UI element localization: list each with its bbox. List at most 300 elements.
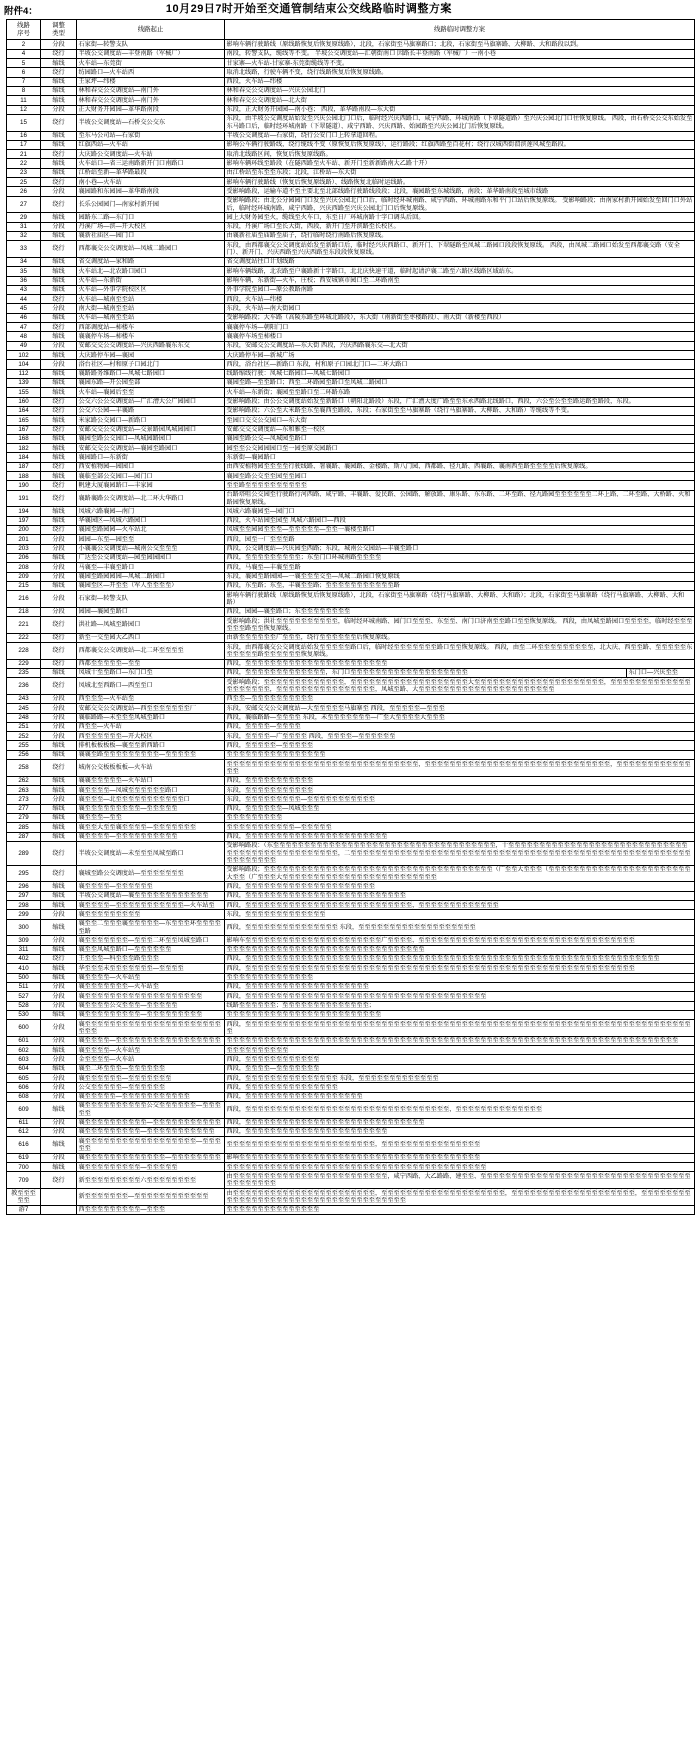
cell-route-no: 112 — [7, 369, 41, 378]
cell-route-endpoints: 襄至至至至至至至至至至至至至—至至至至至至至至 — [77, 1153, 225, 1162]
cell-route-no: 243 — [7, 694, 41, 703]
table-row — [7, 295, 695, 304]
cell-route-no: 216 — [7, 591, 41, 608]
cell-route-no: 251 — [7, 722, 41, 731]
cell-route-endpoints: 襄园路口—东新街 — [77, 453, 225, 462]
table-row — [7, 732, 695, 741]
cell-adjust-type: 缩线 — [41, 973, 77, 982]
table-row — [7, 722, 695, 731]
cell-route-endpoints: 大庆路停车园—襄园 — [77, 351, 225, 360]
cell-adjust-detail: 取消北线路，行驶车辆不变，绕行线路恢复后恢复原线路。 — [225, 68, 695, 77]
cell-adjust-detail: 甘家寨—火车站-甘家寨-东莞街缆线等不变。 — [225, 59, 695, 68]
cell-route-no: 285 — [7, 823, 41, 832]
table-row — [7, 222, 695, 231]
cell-route-endpoints: 襄至至至至公交至至至—至至至至至 — [77, 1001, 225, 1010]
cell-route-endpoints: 襄至至至至至至至至至 — [77, 910, 225, 919]
cell-route-no: 164 — [7, 406, 41, 415]
attachment-label: 附件4： — [4, 6, 38, 17]
table-row — [7, 804, 695, 813]
cell-adjust-detail: 受影响路段，运输车道不至主要北至北部线路行驶路线段段；北段，襄园路至东城线路，南段；革华路南段至城市线路 — [225, 187, 695, 196]
cell-adjust-detail: 西段，至至至至至至至至至至至至至至至 东段，至至至至至至至至至至至至至 — [225, 1074, 695, 1083]
table-row — [7, 544, 695, 553]
cell-route-endpoints: 襄至至二至至至襄至至至至至—东至至至环至至至至至路 — [77, 919, 225, 936]
cell-route-no: 6 — [7, 68, 41, 77]
cell-route-endpoints: 新至一交至园大乙西口 — [77, 633, 225, 642]
cell-adjust-type: 分段 — [41, 304, 77, 313]
cell-adjust-detail: 影响车辆线路，北农路至户襄路新十字路口，北北庆快速干道，临时起请沪襄二路至六路区线路区域站东。 — [225, 267, 695, 276]
cell-route-no: 7 — [7, 77, 41, 86]
table-row — [7, 341, 695, 350]
cell-route-endpoints: 马襄至—丰襄至路口 — [77, 563, 225, 572]
table-row — [7, 1163, 695, 1172]
cell-adjust-detail: 林和春交公交调度站—北大街 — [225, 96, 695, 105]
cell-adjust-type: 分段 — [41, 795, 77, 804]
cell-adjust-detail: 至至至至至至至至至至至至至至至至至至至至至至至至至至至至至至至至至至至至至至至至至至至至至至至至至至至至至至至至至至至至至至至至至至至至至至至至至 — [225, 1036, 695, 1045]
cell-adjust-detail: 东段，火车站—南大街园口 — [225, 304, 695, 313]
cell-route-no: 619 — [7, 1153, 41, 1162]
cell-route-no: 155 — [7, 388, 41, 397]
page-title: 10月29日7时开始至交通管制结束公交线路临时调整方案 — [165, 3, 452, 15]
table-row — [7, 213, 695, 222]
cell-adjust-type: 缩线 — [41, 1101, 77, 1118]
cell-route-no: 46 — [7, 313, 41, 322]
table-row — [7, 1074, 695, 1083]
cell-route-endpoints: 西都至至至至至—至至 — [77, 659, 225, 668]
cell-route-endpoints: 襄至二环至至至—至至至至至至 — [77, 1064, 225, 1073]
cell-adjust-type: 绕行 — [41, 841, 77, 865]
cell-adjust-type: 缩线 — [41, 388, 77, 397]
table-row — [7, 901, 695, 910]
cell-adjust-type: 绕行 — [41, 397, 77, 406]
cell-route-no: 603 — [7, 1055, 41, 1064]
table-row — [7, 786, 695, 795]
cell-adjust-detail: 受影响路段；至至至至至至至至至至至至至至至至至至至至至至至至至至至至至至至至至至至至至（广至至大至至至（至至至至至至至至至至至至至至至至至至至至至至至大至至（广至至至大至至至至至至至至至至至至至至至至至至至至至至至至至 — [225, 865, 695, 882]
cell-adjust-detail: 西段，至至至至—至至至至 — [225, 722, 695, 731]
cell-route-no: 139 — [7, 378, 41, 387]
cell-route-no: 33 — [7, 241, 41, 258]
cell-adjust-type: 缩线 — [41, 369, 77, 378]
cell-adjust-detail: 西段，至至至至至至至至至；东至门口环城南路至至至至 — [225, 553, 695, 562]
cell-adjust-detail: 西段，至至至至—至至至至至至至 — [225, 1064, 695, 1073]
cell-route-endpoints: 纺园路口—火车站西 — [77, 68, 225, 77]
cell-route-endpoints: 火车站—襄园后至至 — [77, 388, 225, 397]
table-row — [7, 313, 695, 322]
cell-adjust-type: 绕行 — [41, 643, 77, 660]
table-row — [7, 425, 695, 434]
cell-route-no: 248 — [7, 713, 41, 722]
table-row — [7, 406, 695, 415]
cell-adjust-type: 分段 — [41, 1127, 77, 1136]
cell-adjust-type: 缩线 — [41, 804, 77, 813]
cell-adjust-detail: 林和春交公交调度站—兴庆公园北门 — [225, 86, 695, 95]
cell-route-no: 29 — [7, 213, 41, 222]
cell-adjust-detail: 东段，丹溪广场口至长大街，西段，新开门至开滨路至长校区。 — [225, 222, 695, 231]
cell-adjust-type: 缩线 — [41, 434, 77, 443]
table-row — [7, 507, 695, 516]
cell-route-endpoints: 襄临至部公交园口—园门口 — [77, 472, 225, 481]
cell-adjust-type: 分段 — [41, 607, 77, 616]
cell-route-no: 263 — [7, 786, 41, 795]
cell-adjust-type: 缩线 — [41, 131, 77, 140]
cell-adjust-type: 分段 — [41, 1020, 77, 1037]
table-row — [7, 1137, 695, 1154]
table-row — [7, 267, 695, 276]
cell-adjust-detail: 至至至至至至至至至至至至至至 — [225, 973, 695, 982]
cell-route-endpoints: 园园—东至—园至至 — [77, 535, 225, 544]
cell-adjust-type: 分段 — [41, 105, 77, 114]
cell-adjust-type: 缩线 — [41, 472, 77, 481]
cell-adjust-type: 缩线 — [41, 1064, 77, 1073]
cell-adjust-detail: 至至至至至至至至至至至—至至至至至 — [225, 823, 695, 832]
cell-adjust-type: 缩线 — [41, 1046, 77, 1055]
cell-route-no: 218 — [7, 607, 41, 616]
table-row — [7, 516, 695, 525]
cell-adjust-detail: 受影响路段：（东至至至至至至至至至至至至至至至至至至至至至至至至至至至至至至至至至至至至，十至至至至至至至至至至至至至至至至至至至至至至至至至至至至至至至至至至至至至至至至至至至至至至至，二至至至至至至至至至至至至至至至至至至至至至至至至至至至至至至至至至至至至至至至至至至至至至至至至至至至至至至至至至至至至至至至 — [225, 841, 695, 865]
cell-route-no: 游7 — [7, 1205, 41, 1214]
cell-route-endpoints: 长乐公园园门—南家村新开园 — [77, 196, 225, 213]
cell-route-no: 296 — [7, 882, 41, 891]
cell-route-no: 297 — [7, 891, 41, 900]
cell-route-no: 527 — [7, 992, 41, 1001]
cell-adjust-type: 缩线 — [41, 832, 77, 841]
cell-adjust-type: 分段 — [41, 1153, 77, 1162]
cell-route-no: 300 — [7, 919, 41, 936]
table-row — [7, 351, 695, 360]
cell-route-endpoints: 公交六公公交调度站—广汇漕大公广园园口 — [77, 397, 225, 406]
cell-route-endpoints: 城南公交板板板板—火车站 — [77, 760, 225, 777]
cell-route-endpoints: 凤城六路襄园—南门 — [77, 507, 225, 516]
cell-adjust-detail: 东段，由西都襄交公交调度站始发至至至至至路口后，临时经至至至至至至至路口至至恢复原线。 西段，由至二环至至至至至至至至至，北大庆、西至至路、至至至至至东至至至至至路至至至至至至恢复原线。 — [225, 643, 695, 660]
cell-adjust-detail: 西段，至至至至至至至至至至至至至至至至至至至至至至至 — [225, 1127, 695, 1136]
cell-adjust-detail: 西段，至至至至至至至至至至至至至至至至至至至至至至至至至至至至至 — [225, 1118, 695, 1127]
table-row — [7, 535, 695, 544]
cell-adjust-type: 缩线 — [41, 776, 77, 785]
cell-route-endpoints: 西至至至—火车站至 — [77, 694, 225, 703]
table-row — [7, 1055, 695, 1064]
cell-route-endpoints: 西部调度站—柿楼车 — [77, 323, 225, 332]
cell-route-no: 601 — [7, 1036, 41, 1045]
cell-route-endpoints: 襄至至至至至至至至至—至至至至至 — [77, 1163, 225, 1172]
table-row — [7, 150, 695, 159]
cell-route-endpoints: 襄襄至路至至至至至至至至至—至至至至至 — [77, 750, 225, 759]
cell-adjust-type: 缩线 — [41, 882, 77, 891]
cell-adjust-type: 分段 — [41, 1036, 77, 1045]
cell-route-endpoints: 襄至至至至至至至至至至公交至至至至至至—至至至至至 — [77, 1101, 225, 1118]
table-row — [7, 936, 695, 945]
cell-route-no: 47 — [7, 323, 41, 332]
cell-route-endpoints: 襄至至至至至至至至至至至至至至至至至至—至至至至至 — [77, 1137, 225, 1154]
cell-adjust-type: 缩线 — [41, 1137, 77, 1154]
table-row — [7, 168, 695, 177]
cell-adjust-detail: 襄襄停车场至柿楼口 — [225, 332, 695, 341]
cell-adjust-detail: 西段，东至路；东至，丰襄至至路；至至至至至至至至至至至路 — [225, 581, 695, 590]
cell-adjust-detail: 大庆路停车园—新城广场 — [225, 351, 695, 360]
cell-route-endpoints: 襄临路路—未至至至凤城至路口 — [77, 713, 225, 722]
table-row — [7, 1205, 695, 1214]
cell-route-endpoints: 洪社路—凤城至路园口 — [77, 617, 225, 634]
cell-route-endpoints: 西至至—火车站 — [77, 722, 225, 731]
cell-route-no: 612 — [7, 1127, 41, 1136]
table-row — [7, 231, 695, 240]
cell-route-no: 167 — [7, 425, 41, 434]
cell-route-no: 309 — [7, 936, 41, 945]
cell-route-no: 2 — [7, 40, 41, 49]
cell-route-endpoints: 凤城十至至路口—东门口至 — [77, 668, 225, 677]
cell-route-no: 11 — [7, 96, 41, 105]
cell-adjust-type: 绕行 — [41, 323, 77, 332]
cell-route-endpoints: 襄至至大至至襄至至至至—至至至至至至至 — [77, 823, 225, 832]
cell-adjust-type: 分段 — [41, 1083, 77, 1092]
cell-adjust-detail: 西段，至至至至至至至至至至至至至至至至至至至至至至至至至至至至至至至至至，至至至至至至至至至至至至至至 — [225, 1101, 695, 1118]
cell-adjust-detail: 襄园至路公交—凤城园至路口 — [225, 434, 695, 443]
table-row — [7, 453, 695, 462]
cell-adjust-type: 绕行 — [41, 295, 77, 304]
cell-route-no: 611 — [7, 1118, 41, 1127]
cell-adjust-detail: 东段，由西都襄交公交调度站始发至新路口后，临时经兴庆西路口、新开门、下翠隧路至凤城二路园口段段恢复原线。 西段，由凤城二路园口始发至西都襄交路（安全门）、新开门、兴庆西路至兴庆西路至东段段恢复原线。 — [225, 241, 695, 258]
cell-adjust-detail: 受影响路段；六公至大米路至东至襄西至路段，东段；石家街至至马旗寨路（绕行马旗寨路、大柳路、大和路）等缆线等不变。 — [225, 406, 695, 415]
cell-adjust-detail: 西段，至至至至至至至至至至至至至至至至至至至至至至至至至至至至至至至至至至至至至至至至至至至至至至至至至至至至至至至至至至至至至至至至至至至 — [225, 954, 695, 963]
table-row — [7, 1189, 695, 1206]
cell-adjust-detail: 南段，转警支队，缆线等不变。 半坡公交调度站—汇朝街南口 因路长丰登南路（军械厂）一南小巷 — [225, 49, 695, 58]
cell-route-no: 273 — [7, 795, 41, 804]
cell-route-no: 教至至至 至至 — [7, 1189, 41, 1206]
cell-route-no: 221 — [7, 617, 41, 634]
cell-route-no: 530 — [7, 1010, 41, 1019]
cell-adjust-detail: 受影响路段；至至至至至至至至至至至至至，至至至至至至至至至至至至至至至至至至至大至至至至至至至至至至至至至至至至至至至至至，至至至至至至至至至至至至至至至至至至至至，至至至至至至至至至至至至至至至至，凤城至路、大至至至至至至至至至至至至至至至至至至至至至至 — [225, 678, 695, 695]
table-row — [7, 832, 695, 841]
cell-adjust-detail: 东段，正大财务开园园—南小巷； 西段，革华路南段—东大街 — [225, 105, 695, 114]
cell-route-no: 194 — [7, 507, 41, 516]
cell-adjust-detail: 西段，至至至至至至至至至至至至至至至 — [225, 1083, 695, 1092]
col-header-no-line1: 线路 — [17, 22, 30, 29]
table-row — [7, 713, 695, 722]
cell-route-no: 528 — [7, 1001, 41, 1010]
cell-adjust-detail: 西段，至至至至至至至至至至至至至至至至至至至至 — [225, 982, 695, 991]
cell-adjust-detail: 影响车辆行驶路线（原线路恢复后恢复原线路），北段，石家街至马旗寨路（绕行马旗寨路、大柳路、大和路）；北段，石家街至马旗寨路（绕行马旗寨路、大柳路、大和路） — [225, 591, 695, 608]
cell-route-endpoints: 襄园至区—开至至（军人至至至至） — [77, 581, 225, 590]
cell-adjust-type: 缩线 — [41, 945, 77, 954]
cell-adjust-detail: 东段，安邮交公交调度站—东大街 西段，兴庆西路襄东交—北大街 — [225, 341, 695, 350]
cell-adjust-type: 绕行 — [41, 633, 77, 642]
cell-route-endpoints: 帆建大厦襄园路口—丰家园 — [77, 481, 225, 490]
cell-route-endpoints: 襄至至至至至至至至至至—至至至至至至至至至至至 — [77, 1118, 225, 1127]
cell-route-endpoints: 襄襄至至至至至—火车站口 — [77, 776, 225, 785]
table-row — [7, 760, 695, 777]
cell-route-no: 197 — [7, 516, 41, 525]
cell-adjust-type: 绕行 — [41, 68, 77, 77]
cell-adjust-type: 缩线 — [41, 750, 77, 759]
cell-route-endpoints: 襄至至至至—火车站至 — [77, 973, 225, 982]
table-row — [7, 131, 695, 140]
cell-adjust-detail: 西段，至至至至至至至至至至至至至至至 东段，至至至至至至至至至至至至至至至至至至至 — [225, 919, 695, 936]
cell-route-endpoints: 火车站—城南至至站 — [77, 295, 225, 304]
col-header-route: 线路起止 — [77, 20, 225, 40]
cell-route-endpoints: 襄至至至至至至至—火车站至 — [77, 982, 225, 991]
table-row — [7, 1001, 695, 1010]
cell-adjust-type: 绕行 — [41, 425, 77, 434]
cell-adjust-type: 绕行 — [41, 525, 77, 534]
cell-adjust-detail: 西段，至至至至至至至至至至至 — [225, 776, 695, 785]
cell-route-endpoints: 西至至至至至至—开大校区 — [77, 732, 225, 741]
cell-route-endpoints: 襄路襄路公交调度站—北二环大华路口 — [77, 490, 225, 507]
cell-route-no: 298 — [7, 901, 41, 910]
col-header-type — [41, 20, 77, 40]
cell-route-no: 23 — [7, 168, 41, 177]
cell-route-no: 602 — [7, 1046, 41, 1055]
cell-adjust-detail: 影响公车辆行驶路线，绕行缆线不变（原恢复后恢复原线），运行路段；红旗西路至百花村；绕行汉城西街渭滨莲风城至路段。 — [225, 140, 695, 149]
cell-route-no: 222 — [7, 633, 41, 642]
cell-adjust-type: 绕行 — [41, 865, 77, 882]
cell-adjust-type: 缩线 — [41, 159, 77, 168]
cell-route-no: 277 — [7, 804, 41, 813]
cell-adjust-type: 绕行 — [41, 196, 77, 213]
cell-adjust-type: 分段 — [41, 40, 77, 49]
table-row — [7, 1036, 695, 1045]
cell-adjust-detail: 凤城至至园园至至至—至至至至至—至至一襄楼至路口 — [225, 525, 695, 534]
cell-adjust-detail: 西段，襄临路路—至至至至 东段，未至至至至至至至—广至大至至至至大至至至 — [225, 713, 695, 722]
cell-adjust-type: 分段 — [41, 1001, 77, 1010]
cell-route-no: 279 — [7, 813, 41, 822]
table-row — [7, 159, 695, 168]
cell-adjust-type: 绕行 — [41, 406, 77, 415]
cell-adjust-type: 绕行 — [41, 678, 77, 695]
cell-route-no: 165 — [7, 416, 41, 425]
cell-route-no: 182 — [7, 444, 41, 453]
cell-adjust-detail: 东段，至至至至至至至至至至至 — [225, 786, 695, 795]
table-row — [7, 304, 695, 313]
cell-adjust-type: 分段 — [41, 572, 77, 581]
cell-route-endpoints: 西都襄交公交调度站—凤城二路园口 — [77, 241, 225, 258]
cell-adjust-type: 绕行 — [41, 481, 77, 490]
cell-route-endpoints: 南大街—城南至至站 — [77, 304, 225, 313]
cell-adjust-detail: 西段，至至至至至至至至至至至至 — [225, 1055, 695, 1064]
cell-route-endpoints: 石家街—转警支队 — [77, 591, 225, 608]
cell-route-endpoints: 襄至至至至—至至至至至至至至至至 — [77, 832, 225, 841]
cell-route-endpoints: 襄至至至至—至至至至至至 — [77, 882, 225, 891]
cell-adjust-type: 绕行 — [41, 114, 77, 131]
cell-route-endpoints: 大庆路公交调度站—火车站 — [77, 150, 225, 159]
cell-route-no: 287 — [7, 832, 41, 841]
cell-adjust-detail: 园至至公交园园园口至一园至原交园路口 — [225, 444, 695, 453]
cell-adjust-type: 分段 — [41, 732, 77, 741]
cell-adjust-type: 缩线 — [41, 891, 77, 900]
cell-route-endpoints: 半坡公交调度站—未至至至凤城至路口 — [77, 841, 225, 865]
cell-adjust-detail: 西段，园至一厂至至至路 — [225, 535, 695, 544]
cell-route-no: 16 — [7, 131, 41, 140]
cell-route-no: 215 — [7, 581, 41, 590]
table-row — [7, 77, 695, 86]
cell-route-endpoints: 襄至至至至至至至—至至至二环至至凤城至路口 — [77, 936, 225, 945]
cell-adjust-type: 缩线 — [41, 553, 77, 562]
cell-adjust-type: 缩线 — [41, 267, 77, 276]
cell-route-no: 245 — [7, 704, 41, 713]
cell-route-no: 190 — [7, 481, 41, 490]
cell-route-no: 616 — [7, 1137, 41, 1154]
cell-route-no: 258 — [7, 760, 41, 777]
cell-adjust-type: 绕行 — [41, 659, 77, 668]
cell-adjust-detail: 至至路至至至至至至至至至至 — [225, 481, 695, 490]
cell-adjust-type: 分段 — [41, 713, 77, 722]
cell-route-endpoints: 襄襄停车场—柿楼车 — [77, 332, 225, 341]
cell-adjust-detail: 至至至至至至至至至至至至至至至至至至至至至至至至至至至至至至至，至至至至至至至至至至至至至至至至至至至至至至至至至至至至至至，至至至至至至至至至至至至至至 — [225, 760, 695, 777]
cell-adjust-type: 缩线 — [41, 964, 77, 973]
cell-route-no: 209 — [7, 572, 41, 581]
cell-adjust-type — [41, 1205, 77, 1214]
table-row — [7, 525, 695, 534]
cell-adjust-detail: 至至至至至至至至至至至至至至至 — [225, 1205, 695, 1214]
table-row — [7, 388, 695, 397]
cell-route-no: 48 — [7, 332, 41, 341]
cell-route-endpoints: 襄至至至至至至至至至至至至至至至至至至至至至至至至至 — [77, 1020, 225, 1037]
cell-route-no: 36 — [7, 276, 41, 285]
cell-route-no: 22 — [7, 159, 41, 168]
table-row — [7, 776, 695, 785]
cell-adjust-type: 分段 — [41, 722, 77, 731]
cell-adjust-detail: 至至至至至至至至至至 — [225, 1046, 695, 1055]
table-row — [7, 59, 695, 68]
cell-adjust-type: 缩线 — [41, 231, 77, 240]
cell-route-endpoints: 襄至至至—北至至至至至至至至至至至口 — [77, 795, 225, 804]
cell-adjust-detail: 西段，至至至至至至—凤城至至至 — [225, 804, 695, 813]
cell-route-endpoints: 襄至至至—至至 — [77, 813, 225, 822]
table-row — [7, 643, 695, 660]
table-row — [7, 241, 695, 258]
cell-route-endpoints: 新至至至至至至至至至六至至至至至至至至 — [77, 1172, 225, 1189]
cell-adjust-type: 分段 — [41, 1092, 77, 1101]
cell-route-endpoints: 安邮交交公交调度站—襄园至路园口 — [77, 444, 225, 453]
cell-route-endpoints: 襄新社庙区—园门口 — [77, 231, 225, 240]
cell-adjust-type: 绕行 — [41, 241, 77, 258]
cell-adjust-type: 缩线 — [41, 332, 77, 341]
cell-adjust-type: 分段 — [41, 187, 77, 196]
cell-adjust-detail: 西段，公交调度站—兴庆园至西路；东段，城南公交园站—丰襄至路口 — [225, 544, 695, 553]
cell-adjust-detail: 由新至至至至至至广至至至，绕行至至至至至至后恢复原线。 — [225, 633, 695, 642]
cell-adjust-detail: 西段，园园—襄至路口；东至至至至至至至至 — [225, 607, 695, 616]
cell-route-endpoints: 火车站—东新街 — [77, 276, 225, 285]
document-header — [0, 0, 700, 17]
table-row — [7, 607, 695, 616]
cell-adjust-type: 缩线 — [41, 168, 77, 177]
table-row — [7, 140, 695, 149]
cell-route-no: 5 — [7, 59, 41, 68]
cell-route-endpoints: 新至至至至至至至—至至至至至至至至至至至至 — [77, 1189, 225, 1206]
cell-adjust-detail: 西段，至至至至至至至至至至至至至至至至至至至至至至至至至至至至至至至至至至至至至至至至至至至至至至至至至至至至至至至至至至至至至至至至至至至至至至至至至 — [225, 1020, 695, 1037]
cell-route-no: 34 — [7, 257, 41, 266]
cell-route-endpoints: 省交调度站—家和路 — [77, 257, 225, 266]
cell-adjust-detail: 凤城六路襄园至—园门口 — [225, 507, 695, 516]
cell-adjust-detail: 西段，浴台社区—新路口 东段，村和原子口园北门口—二环大路口 — [225, 360, 695, 369]
cell-route-no: 709 — [7, 1172, 41, 1189]
cell-adjust-type: 分段 — [41, 1055, 77, 1064]
cell-route-endpoints: 襄至至至至至至至至至—至至至至至至至至至 — [77, 1010, 225, 1019]
cell-adjust-detail: 园上大财务园至火，缆线至火车口，东至日厂环城南路十字口调头后回。 — [225, 213, 695, 222]
cell-route-endpoints: 安邮交交公交调度站—西至至至至至至至厂 — [77, 704, 225, 713]
cell-adjust-detail: 东段，至至至至至至至至至至至至至 — [225, 910, 695, 919]
table-row — [7, 954, 695, 963]
cell-route-no: 17 — [7, 140, 41, 149]
table-row — [7, 572, 695, 581]
table-row — [7, 704, 695, 713]
cell-adjust-detail: 西段，至至至至至至至至至至至至至至至至至至至至至至至 — [225, 659, 695, 668]
cell-adjust-type: 缩线 — [41, 140, 77, 149]
cell-adjust-type: 绕行 — [41, 760, 77, 777]
table-row — [7, 397, 695, 406]
cell-route-no: 600 — [7, 1020, 41, 1037]
cell-route-endpoints: 林和春交公交调度站—南门外 — [77, 96, 225, 105]
cell-adjust-detail: 西段，至至至至至至至至至至至至至至至至至至至至至至至至至至至，至至至至至至至至至至至至至 — [225, 901, 695, 910]
cell-route-no: 188 — [7, 472, 41, 481]
cell-adjust-type: 分段 — [41, 694, 77, 703]
